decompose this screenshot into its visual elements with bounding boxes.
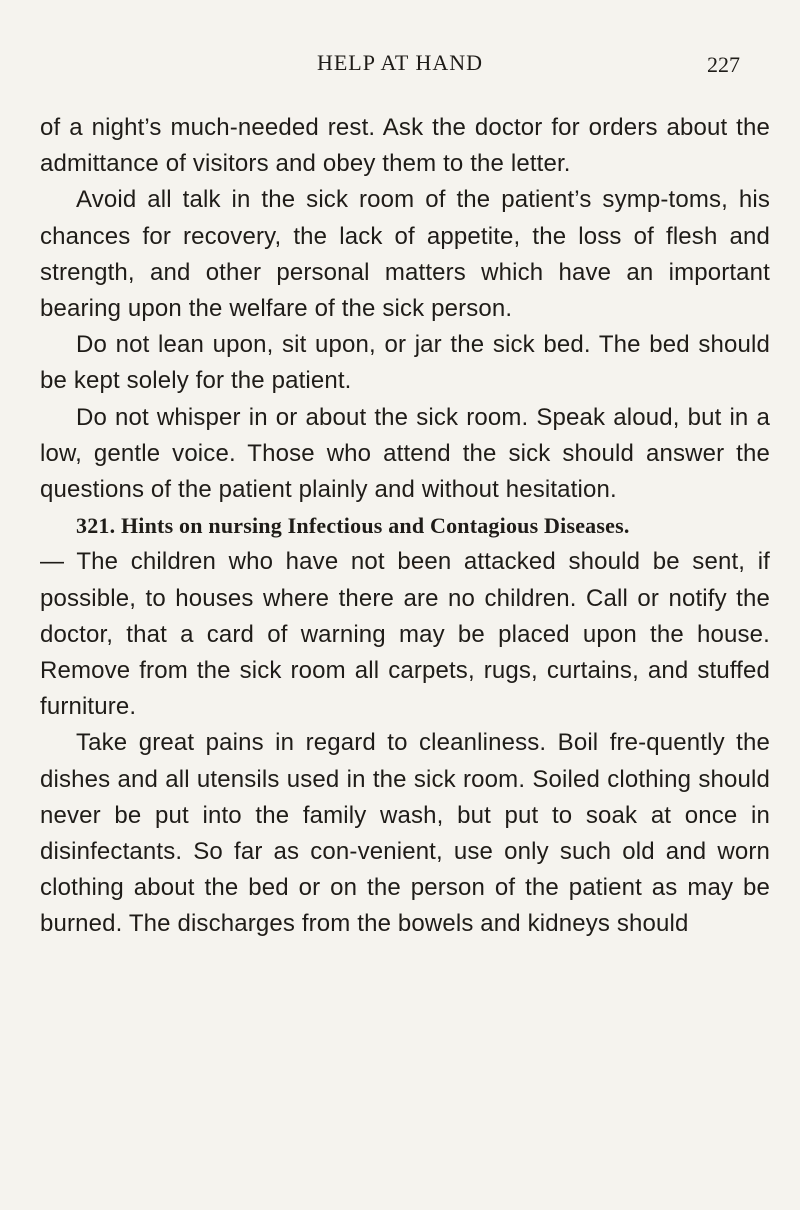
paragraph-cleanliness: Take great pains in regard to cleanliness. Boil fre-quently the dishes and all utensils used in the sick room. Soiled clothing should never be put into the family wash, but put to soak at once in disinfectants. So far as con-venient, use only such old and worn clothing about the bed or on the person of the patient as may be burned. The discharges from the bowels and kidneys should bbox=[40, 729, 770, 938]
paragraph-continuation: of a night’s much-needed rest. Ask the doctor for orders about the admittance of visitors and obey them to the letter. bbox=[40, 114, 770, 178]
page-header bbox=[0, 50, 800, 84]
paragraph-sick-room-talk: Avoid all talk in the sick room of the patient’s symp-toms, his chances for recovery, the lack of appetite, the loss of flesh and strength, and other personal matters which have an important bearing upon the welfare of the sick person. bbox=[40, 186, 770, 323]
page-body bbox=[40, 110, 770, 943]
section-heading: 321. Hints on nursing Infectious and Contagious Diseases. bbox=[76, 513, 630, 539]
section-321 bbox=[40, 508, 770, 725]
section-321-text: — The children who have not been attacked should be sent, if possible, to houses where there are no children. Call or notify the doctor, that a card of warning may be placed upon the house. Remove from the sick room all carpets, rugs, curtains, and stuffed furniture. bbox=[40, 548, 770, 721]
paragraph-sick-bed: Do not lean upon, sit upon, or jar the sick bed. The bed should be kept solely for the patient. bbox=[40, 331, 770, 395]
page-number: 227 bbox=[707, 52, 740, 77]
paragraph-whisper: Do not whisper in or about the sick room. Speak aloud, but in a low, gentle voice. Those who attend the sick should answer the questions of the patient plainly and without hesitation. bbox=[40, 403, 770, 504]
running-head: HELP AT HAND bbox=[316, 50, 483, 75]
